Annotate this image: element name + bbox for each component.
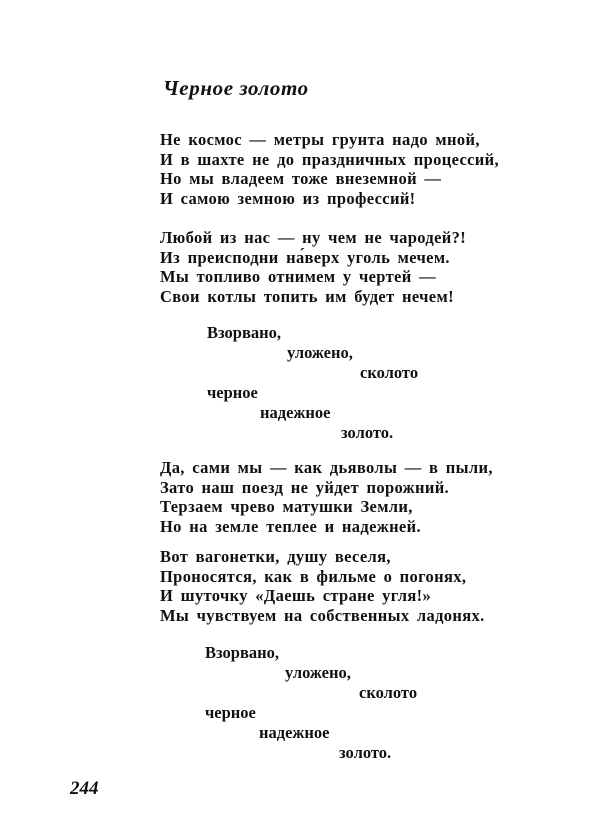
refrain-line: уложено, bbox=[287, 343, 353, 362]
refrain-line: черное bbox=[207, 383, 258, 402]
refrain-line: Взорвано, bbox=[205, 643, 280, 662]
verse-line: И шуточку «Даешь стране угля!» bbox=[160, 586, 432, 605]
verse-line: И в шахте не до праздничных процессий, bbox=[160, 149, 499, 169]
verse-line: Любой из нас — ну чем не чародей?! bbox=[160, 228, 467, 247]
verse-line: И самою земною из профессий! bbox=[160, 188, 416, 208]
refrain-line: надежное bbox=[259, 723, 330, 742]
poem-title: Черное золото bbox=[163, 76, 309, 100]
verse-line: Терзаем чрево матушки Земли, bbox=[160, 497, 413, 516]
refrain-line: сколото bbox=[359, 683, 418, 702]
verse-line: Но на земле теплее и надежней. bbox=[160, 516, 421, 536]
verse-line: Не космос — метры грунта надо мной, bbox=[160, 130, 480, 149]
refrain-line: сколото bbox=[360, 363, 419, 382]
verse-line: Но мы владеем тоже внеземной — bbox=[160, 169, 442, 188]
page-number: 244 bbox=[70, 778, 99, 799]
refrain-line: золото. bbox=[341, 423, 394, 442]
verse-line: Мы чувствуем на собственных ладонях. bbox=[160, 605, 485, 625]
verse-line: Из преисподни на́верх уголь мечем. bbox=[160, 247, 450, 267]
verse-line: Мы топливо отнимем у чертей — bbox=[160, 267, 436, 286]
refrain-line: золото. bbox=[339, 743, 392, 762]
refrain-line: надежное bbox=[260, 403, 331, 422]
verse-line: Проносятся, как в фильме о погонях, bbox=[160, 566, 467, 586]
stanza-4 bbox=[160, 547, 485, 625]
refrain-line: Взорвано, bbox=[207, 323, 282, 342]
stanza-1 bbox=[160, 130, 499, 208]
verse-line: Вот вагонетки, душу веселя, bbox=[160, 547, 391, 566]
stanza-3 bbox=[160, 458, 493, 536]
refrain-line: уложено, bbox=[285, 663, 351, 682]
verse-line: Да, сами мы — как дьяволы — в пыли, bbox=[160, 458, 493, 477]
stanza-2 bbox=[160, 228, 466, 306]
verse-line: Зато наш поезд не уйдет порожний. bbox=[160, 477, 450, 497]
verse-line: Свои котлы топить им будет нечем! bbox=[160, 286, 454, 306]
refrain-line: черное bbox=[205, 703, 256, 722]
